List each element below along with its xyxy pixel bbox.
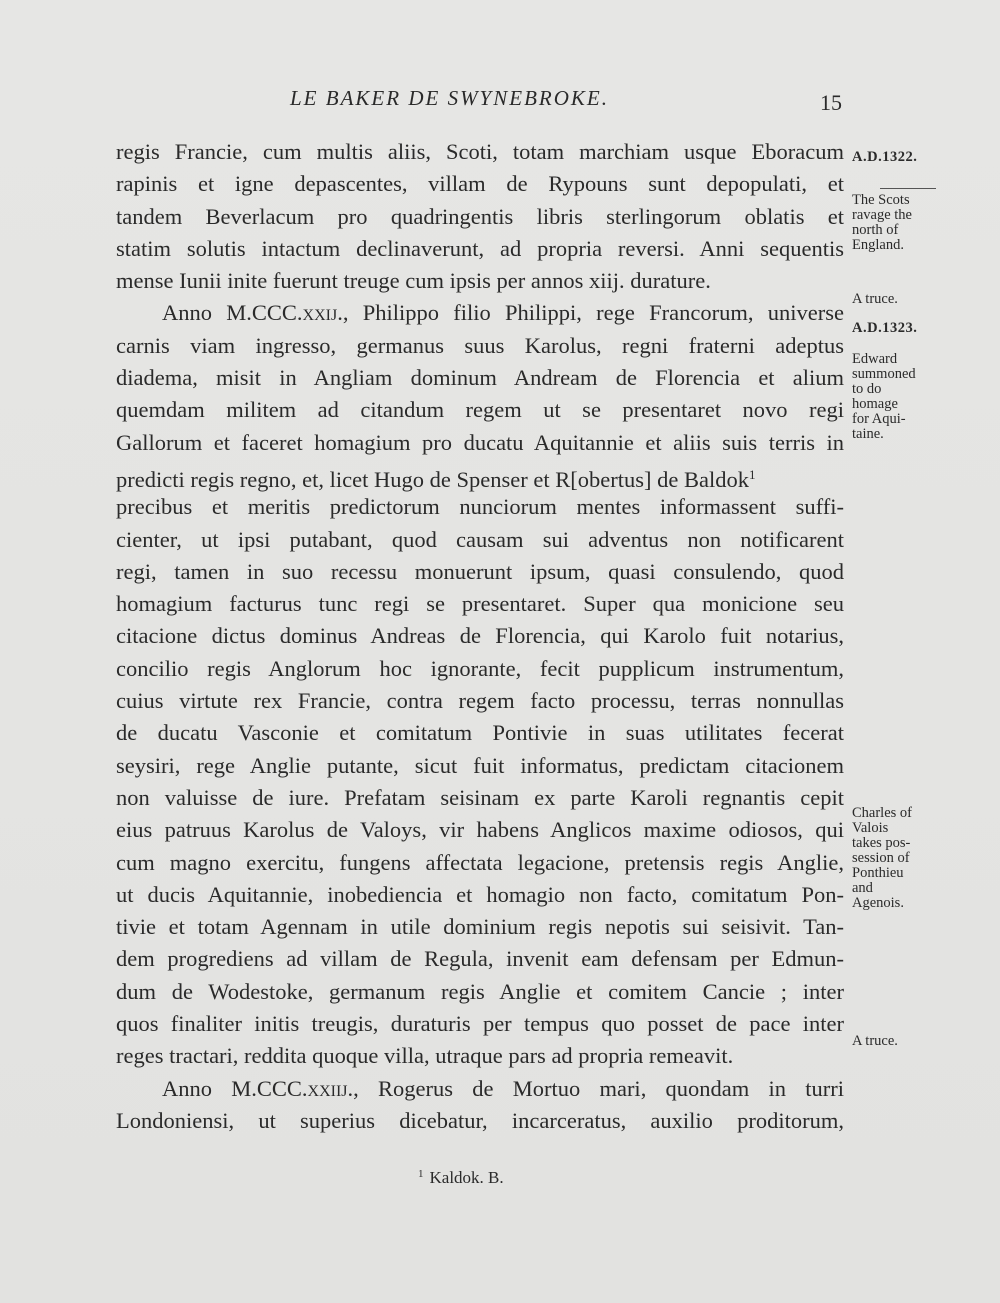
margin-date: [852, 150, 962, 165]
margin-note-line: taine.: [852, 426, 884, 442]
text-line: diadema, misit in Angliam dominum Andream de Florencia et alium: [116, 365, 844, 391]
footnote-marker: 1: [418, 1168, 424, 1180]
margin-date: [852, 321, 962, 336]
paragraph-start: Anno: [162, 1075, 212, 1101]
text-line: non valuisse de iure. Prefatam seisinam ex parte Karoli regnantis cepit: [116, 784, 844, 810]
text-line: tandem Beverlacum pro quadringentis libris sterlingorum oblatis et: [116, 203, 844, 229]
text-line: [116, 1073, 844, 1105]
footnote-text: Kaldok. B.: [429, 1168, 504, 1187]
margin-note-edward: [852, 352, 962, 442]
page-header: [0, 86, 1000, 116]
text-line: reges tractari, reddita quoque villa, utraque pars ad propria remeavit.: [116, 1043, 734, 1069]
line-continuation: , Philippo filio Philippi, rege Francorum, universe: [342, 300, 844, 326]
text-line: rapinis et igne depascentes, villam de Rypouns sunt depopulati, et: [116, 171, 844, 197]
margin-note-line: ravage the: [852, 207, 912, 223]
text-line: precibus et meritis predictorum nunciorum mentes informassent suffi-: [116, 494, 844, 520]
text-line: regis Francie, cum multis aliis, Scoti, totam marchiam usque Eboracum: [116, 139, 844, 164]
margin-date-text: A.D.1322.: [852, 149, 918, 165]
margin-note-truce: [852, 292, 962, 307]
margin-note-line: for Aqui-: [852, 411, 906, 427]
text-line: Londoniensi, ut superius dicebatur, incarceratus, auxilio proditorum,: [116, 1107, 844, 1133]
text-line: Gallorum et faceret homagium pro ducatu Aquitannie et aliis suis terris in: [116, 429, 844, 455]
margin-note-charles: [852, 806, 962, 911]
page-number: 15: [820, 90, 842, 115]
text-line: [116, 459, 844, 491]
margin-note-scots: [852, 193, 962, 253]
line-continuation: , Rogerus de Mortuo mari, quondam in turri: [353, 1075, 844, 1101]
text-line: homagium facturus tunc regi se presentaret. Super qua monicione seu: [116, 591, 844, 617]
text-line: dum de Wodestoke, germanum regis Anglie et comitem Cancie ; inter: [116, 978, 844, 1004]
margin-note-line: homage: [852, 396, 898, 412]
margin-note-line: and: [852, 880, 873, 896]
text-line: cum magno exercitu, fungens affectata legacione, pretensis regis Anglie,: [116, 849, 844, 875]
margin-note-line: to do: [852, 381, 882, 397]
paragraph-start: Anno: [162, 300, 212, 326]
margin-note-truce: [852, 1034, 962, 1049]
footnote: [418, 1168, 504, 1188]
margin-note-line: Agenois.: [852, 895, 904, 911]
text-line: mense Iunii inite fuerunt treuge cum ipsis per annos xiij. durature.: [116, 268, 711, 294]
text-line: dem progrediens ad villam de Regula, invenit eam defensam per Edmun-: [116, 946, 844, 972]
margin-note-line: Valois: [852, 820, 889, 836]
text-line: carnis viam ingresso, germanus suus Karolus, regni fraterni adeptus: [116, 332, 844, 358]
line-text: predicti regis regno, et, licet Hugo de Spenser et R[obertus] de Baldok: [116, 466, 749, 492]
margin-date-text: A.D.1323.: [852, 320, 918, 336]
running-title: LE BAKER DE SWYNEBROKE.: [290, 86, 609, 110]
footnote-reference: 1: [748, 466, 756, 482]
text-line: eius patruus Karolus de Valoys, vir habens Anglicos maxime odiosos, qui: [116, 817, 844, 843]
text-line: ut ducis Aquitannie, inobediencia et homagio non facto, comitatum Pon-: [116, 881, 844, 907]
margin-note-line: takes pos-: [852, 835, 911, 851]
text-line: quos finaliter initis treugis, duraturis per tempus quo posset de pace inter: [116, 1011, 844, 1037]
text-line: citacione dictus dominus Andreas de Florencia, qui Karolo fuit notarius,: [116, 623, 844, 649]
text-line: tivie et totam Agennam in utile dominium regis nepotis sui seisivit. Tan-: [116, 914, 844, 940]
margin-rule: [880, 188, 936, 189]
margin-note-line: A truce.: [852, 291, 898, 307]
margin-note-line: north of: [852, 222, 899, 238]
text-line: [116, 297, 844, 329]
text-line: regi, tamen in suo recessu monuerunt ipsum, quasi consulendo, quod: [116, 558, 844, 584]
margin-note-line: summoned: [852, 366, 916, 382]
text-line: statim solutis intactum declinaverunt, ad propria reversi. Anni sequentis: [116, 235, 844, 261]
margin-note-line: The Scots: [852, 192, 910, 208]
text-line: quemdam militem ad citandum regem ut se presentaret novo regi: [116, 397, 844, 423]
margin-note-line: Charles of: [852, 805, 912, 821]
text-line: de ducatu Vasconie et comitatum Pontivie in suas utilitates fecerat: [116, 720, 844, 746]
margin-note-line: A truce.: [852, 1033, 898, 1049]
text-line: concilio regis Anglorum hoc ignorante, fecit pupplicum instrumentum,: [116, 655, 844, 681]
year-date: M.CCC.xxiij.: [231, 1075, 354, 1101]
margin-note-line: Ponthieu: [852, 865, 904, 881]
main-text: [116, 136, 844, 1137]
text-line: seysiri, rege Anglie putante, sicut fuit informatus, predictam citacionem: [116, 752, 844, 778]
text-line: cienter, ut ipsi putabant, quod causam sui adventus non notificarent: [116, 526, 844, 552]
margin-note-line: England.: [852, 237, 904, 253]
text-line: cuius virtute rex Francie, contra regem facto processu, terras nonnullas: [116, 688, 844, 714]
year-date: M.CCC.xxij.: [226, 300, 343, 326]
margin-note-line: session of: [852, 850, 910, 866]
margin-note-line: Edward: [852, 351, 898, 367]
